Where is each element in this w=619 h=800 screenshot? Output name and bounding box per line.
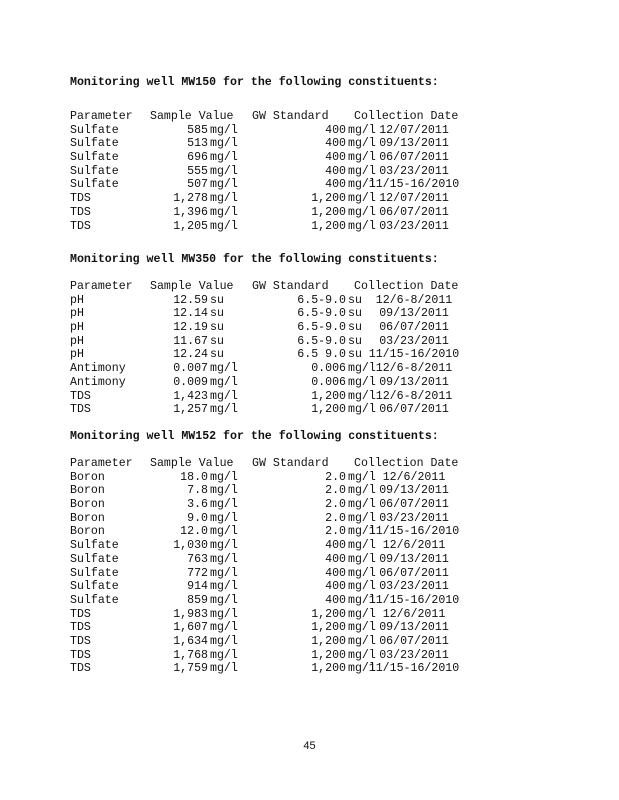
- gw-standard-unit-cell: mg/l: [348, 470, 376, 484]
- sample-value-cell: 1,607: [173, 621, 208, 635]
- table-row: [70, 124, 590, 138]
- sample-unit-cell: mg/l: [210, 192, 238, 206]
- sample-value-cell: 859: [187, 593, 208, 607]
- gw-standard-unit-cell: mg/l: [348, 621, 376, 635]
- sample-value-cell: 9.0: [187, 511, 208, 525]
- rows-mw152: [70, 471, 590, 676]
- sample-value-cell: 1,396: [173, 205, 208, 219]
- sample-value-cell: 914: [187, 580, 208, 594]
- collection-date-cell: 03/23/2011: [379, 648, 449, 662]
- gw-standard-cell: 400: [325, 137, 346, 151]
- sample-unit-cell: su: [210, 348, 224, 362]
- sample-unit-cell: mg/l: [210, 648, 238, 662]
- collection-date-cell: 03/23/2011: [379, 164, 449, 178]
- sample-value-cell: 1,759: [173, 662, 208, 676]
- parameter-cell: Sulfate: [70, 593, 119, 607]
- sample-value-cell: 1,423: [173, 389, 208, 403]
- column-header-row: [70, 110, 590, 124]
- gw-standard-unit-cell: mg/l: [348, 648, 376, 662]
- gw-standard-cell: 2.0: [325, 498, 346, 512]
- table-row: [70, 294, 590, 308]
- collection-date-cell: 09/13/2011: [379, 484, 449, 498]
- gw-standard-cell: 2.0: [325, 470, 346, 484]
- gw-standard-unit-cell: mg/l: [348, 539, 376, 553]
- table-row: [70, 137, 590, 151]
- sample-unit-cell: mg/l: [210, 593, 238, 607]
- collection-date-cell: 06/07/2011: [379, 205, 449, 219]
- gw-standard-unit-cell: su: [348, 307, 362, 321]
- section-mw150: [70, 76, 590, 233]
- gw-standard-unit-cell: mg/l: [348, 498, 376, 512]
- col-gw-header: GW Standard: [252, 457, 329, 470]
- gw-standard-cell: 0.006: [311, 375, 346, 389]
- gw-standard-cell: 6.5-9.0: [297, 334, 346, 348]
- sample-unit-cell: mg/l: [210, 566, 238, 580]
- collection-date-cell: 09/13/2011: [379, 137, 449, 151]
- collection-date-cell: 11/15-16/2010: [368, 662, 460, 676]
- parameter-cell: Boron: [70, 484, 105, 498]
- gw-standard-cell: 1,200: [311, 192, 346, 206]
- collection-date-cell: 06/07/2011: [379, 151, 449, 165]
- parameter-cell: Sulfate: [70, 580, 119, 594]
- parameter-cell: TDS: [70, 634, 91, 648]
- collection-date-cell: 06/07/2011: [379, 566, 449, 580]
- collection-date-cell: 12/07/2011: [379, 123, 449, 137]
- gw-standard-unit-cell: mg/l: [348, 511, 376, 525]
- gw-standard-cell: 400: [325, 178, 346, 192]
- parameter-cell: TDS: [70, 389, 91, 403]
- sample-unit-cell: mg/l: [210, 470, 238, 484]
- sample-unit-cell: su: [210, 293, 224, 307]
- gw-standard-cell: 6.5-9.0: [297, 293, 346, 307]
- gw-standard-cell: 6.5 9.0: [297, 348, 346, 362]
- gw-standard-cell: 6.5-9.0: [297, 321, 346, 335]
- sample-unit-cell: mg/l: [210, 151, 238, 165]
- gw-standard-cell: 1,200: [311, 648, 346, 662]
- parameter-cell: TDS: [70, 205, 91, 219]
- gw-standard-unit-cell: mg/l: [348, 593, 376, 607]
- sample-value-cell: 12.0: [180, 525, 208, 539]
- col-date-header: Collection Date: [354, 110, 459, 123]
- gw-standard-cell: 400: [325, 151, 346, 165]
- gw-standard-cell: 400: [325, 593, 346, 607]
- sample-unit-cell: mg/l: [210, 403, 238, 417]
- gw-standard-cell: 1,200: [311, 607, 346, 621]
- sample-value-cell: 507: [187, 178, 208, 192]
- gw-standard-unit-cell: mg/l: [348, 484, 376, 498]
- gw-standard-unit-cell: mg/l: [348, 123, 376, 137]
- parameter-cell: Sulfate: [70, 151, 119, 165]
- gw-standard-cell: 1,200: [311, 662, 346, 676]
- parameter-cell: Boron: [70, 525, 105, 539]
- gw-standard-unit-cell: su: [348, 293, 362, 307]
- table-row: [70, 484, 590, 498]
- table-row: [70, 621, 590, 635]
- page-number: 45: [303, 740, 316, 752]
- parameter-cell: Sulfate: [70, 539, 119, 553]
- gw-standard-unit-cell: mg/l: [348, 403, 376, 417]
- column-header-row: [70, 280, 590, 294]
- table-row: [70, 635, 590, 649]
- table-row: [70, 525, 590, 539]
- table-row: [70, 390, 590, 404]
- gw-standard-cell: 400: [325, 566, 346, 580]
- gw-standard-cell: 400: [325, 123, 346, 137]
- parameter-cell: TDS: [70, 648, 91, 662]
- parameter-cell: pH: [70, 293, 84, 307]
- collection-date-cell: 11/15-16/2010: [368, 348, 460, 362]
- collection-date-cell: 06/07/2011: [379, 403, 449, 417]
- table-row: [70, 335, 590, 349]
- sample-value-cell: 1,278: [173, 192, 208, 206]
- col-parameter-header: Parameter: [70, 457, 133, 470]
- sample-unit-cell: mg/l: [210, 205, 238, 219]
- collection-date-cell: 03/23/2011: [379, 219, 449, 233]
- gw-standard-unit-cell: mg/l: [348, 525, 376, 539]
- sample-unit-cell: mg/l: [210, 525, 238, 539]
- collection-date-cell: 06/07/2011: [379, 634, 449, 648]
- table-row: [70, 553, 590, 567]
- sample-unit-cell: mg/l: [210, 219, 238, 233]
- table-row: [70, 567, 590, 581]
- gw-standard-unit-cell: su: [348, 321, 362, 335]
- parameter-cell: Sulfate: [70, 178, 119, 192]
- sample-value-cell: 1,634: [173, 634, 208, 648]
- gw-standard-cell: 2.0: [325, 511, 346, 525]
- section-heading: Monitoring well MW350 for the following constituents:: [70, 253, 439, 266]
- sample-value-cell: 0.009: [173, 375, 208, 389]
- sample-value-cell: 696: [187, 151, 208, 165]
- table-row: [70, 321, 590, 335]
- parameter-cell: TDS: [70, 403, 91, 417]
- sample-unit-cell: mg/l: [210, 607, 238, 621]
- parameter-cell: TDS: [70, 219, 91, 233]
- table-row: [70, 580, 590, 594]
- sample-unit-cell: mg/l: [210, 634, 238, 648]
- table-row: [70, 594, 590, 608]
- parameter-cell: Boron: [70, 470, 105, 484]
- collection-date-cell: 12/6/2011: [382, 607, 446, 621]
- table-row: [70, 165, 590, 179]
- sample-unit-cell: mg/l: [210, 484, 238, 498]
- parameter-cell: TDS: [70, 192, 91, 206]
- collection-date-cell: 03/23/2011: [379, 334, 449, 348]
- gw-standard-unit-cell: mg/l: [348, 662, 376, 676]
- gw-standard-cell: 0.006: [311, 362, 346, 376]
- sample-value-cell: 11.67: [173, 334, 208, 348]
- col-date-header: Collection Date: [354, 280, 459, 293]
- parameter-cell: Boron: [70, 511, 105, 525]
- sample-value-cell: 1,205: [173, 219, 208, 233]
- sample-unit-cell: mg/l: [210, 389, 238, 403]
- sample-value-cell: 12.59: [173, 293, 208, 307]
- sample-unit-cell: mg/l: [210, 164, 238, 178]
- gw-standard-unit-cell: su: [348, 334, 362, 348]
- col-sample-header: Sample Value: [150, 457, 234, 470]
- sample-unit-cell: su: [210, 307, 224, 321]
- column-header-row: [70, 457, 590, 471]
- gw-standard-unit-cell: mg/l: [348, 205, 376, 219]
- collection-date-cell: 09/13/2011: [379, 552, 449, 566]
- table-row: [70, 376, 590, 390]
- gw-standard-cell: 400: [325, 580, 346, 594]
- gw-standard-cell: 400: [325, 552, 346, 566]
- section-mw152: [70, 430, 590, 676]
- sample-value-cell: 12.19: [173, 321, 208, 335]
- table-row: [70, 220, 590, 234]
- table-row: [70, 498, 590, 512]
- col-sample-header: Sample Value: [150, 110, 234, 123]
- collection-date-cell: 03/23/2011: [379, 511, 449, 525]
- gw-standard-cell: 1,200: [311, 219, 346, 233]
- collection-date-cell: 12/6-8/2011: [375, 389, 453, 403]
- gw-standard-unit-cell: mg/l: [348, 375, 376, 389]
- rows-mw150: [70, 124, 590, 234]
- table-row: [70, 608, 590, 622]
- collection-date-cell: 09/13/2011: [379, 375, 449, 389]
- gw-standard-unit-cell: mg/l: [348, 389, 376, 403]
- sample-value-cell: 12.14: [173, 307, 208, 321]
- gw-standard-cell: 1,200: [311, 621, 346, 635]
- table-row: [70, 307, 590, 321]
- sample-value-cell: 555: [187, 164, 208, 178]
- parameter-cell: Antimony: [70, 362, 126, 376]
- col-gw-header: GW Standard: [252, 280, 329, 293]
- sample-value-cell: 1,768: [173, 648, 208, 662]
- section-heading: Monitoring well MW152 for the following constituents:: [70, 430, 439, 443]
- col-sample-header: Sample Value: [150, 280, 234, 293]
- collection-date-cell: 12/6-8/2011: [375, 362, 453, 376]
- section-mw350: [70, 253, 590, 417]
- gw-standard-unit-cell: mg/l: [348, 634, 376, 648]
- gw-standard-unit-cell: mg/l: [348, 552, 376, 566]
- collection-date-cell: 12/07/2011: [379, 192, 449, 206]
- collection-date-cell: 06/07/2011: [379, 321, 449, 335]
- sample-value-cell: 1,983: [173, 607, 208, 621]
- sample-value-cell: 1,030: [173, 539, 208, 553]
- parameter-cell: pH: [70, 307, 84, 321]
- sample-value-cell: 772: [187, 566, 208, 580]
- col-parameter-header: Parameter: [70, 280, 133, 293]
- collection-date-cell: 03/23/2011: [379, 580, 449, 594]
- gw-standard-cell: 1,200: [311, 389, 346, 403]
- sample-unit-cell: mg/l: [210, 621, 238, 635]
- collection-date-cell: 11/15-16/2010: [368, 593, 460, 607]
- gw-standard-cell: 400: [325, 164, 346, 178]
- gw-standard-unit-cell: mg/l: [348, 192, 376, 206]
- gw-standard-cell: 1,200: [311, 634, 346, 648]
- table-row: [70, 178, 590, 192]
- gw-standard-unit-cell: mg/l: [348, 151, 376, 165]
- sample-unit-cell: mg/l: [210, 580, 238, 594]
- parameter-cell: Sulfate: [70, 164, 119, 178]
- parameter-cell: pH: [70, 321, 84, 335]
- sample-value-cell: 763: [187, 552, 208, 566]
- parameter-cell: pH: [70, 334, 84, 348]
- parameter-cell: pH: [70, 348, 84, 362]
- col-date-header: Collection Date: [354, 457, 459, 470]
- gw-standard-cell: 2.0: [325, 525, 346, 539]
- gw-standard-unit-cell: su: [348, 348, 362, 362]
- gw-standard-unit-cell: mg/l: [348, 137, 376, 151]
- gw-standard-cell: 6.5-9.0: [297, 307, 346, 321]
- gw-standard-cell: 1,200: [311, 205, 346, 219]
- gw-standard-unit-cell: mg/l: [348, 607, 376, 621]
- parameter-cell: TDS: [70, 621, 91, 635]
- sample-unit-cell: mg/l: [210, 375, 238, 389]
- table-row: [70, 662, 590, 676]
- table-row: [70, 206, 590, 220]
- sample-value-cell: 1,257: [173, 403, 208, 417]
- collection-date-cell: 06/07/2011: [379, 498, 449, 512]
- table-row: [70, 649, 590, 663]
- gw-standard-cell: 400: [325, 539, 346, 553]
- sample-value-cell: 3.6: [187, 498, 208, 512]
- gw-standard-unit-cell: mg/l: [348, 362, 376, 376]
- sample-unit-cell: mg/l: [210, 539, 238, 553]
- collection-date-cell: 11/15-16/2010: [368, 525, 460, 539]
- parameter-cell: TDS: [70, 662, 91, 676]
- table-row: [70, 362, 590, 376]
- collection-date-cell: 09/13/2011: [379, 307, 449, 321]
- table-row: [70, 512, 590, 526]
- table-row: [70, 539, 590, 553]
- gw-standard-cell: 1,200: [311, 403, 346, 417]
- parameter-cell: TDS: [70, 607, 91, 621]
- gw-standard-unit-cell: mg/l: [348, 580, 376, 594]
- parameter-cell: Sulfate: [70, 566, 119, 580]
- gw-standard-unit-cell: mg/l: [348, 219, 376, 233]
- gw-standard-unit-cell: mg/l: [348, 566, 376, 580]
- sample-unit-cell: mg/l: [210, 511, 238, 525]
- sample-unit-cell: su: [210, 334, 224, 348]
- sample-value-cell: 585: [187, 123, 208, 137]
- table-row: [70, 348, 590, 362]
- parameter-cell: Antimony: [70, 375, 126, 389]
- sample-unit-cell: mg/l: [210, 498, 238, 512]
- collection-date-cell: 12/6-8/2011: [375, 293, 453, 307]
- sample-value-cell: 0.007: [173, 362, 208, 376]
- sample-unit-cell: mg/l: [210, 123, 238, 137]
- gw-standard-cell: 2.0: [325, 484, 346, 498]
- parameter-cell: Sulfate: [70, 137, 119, 151]
- parameter-cell: Sulfate: [70, 552, 119, 566]
- col-parameter-header: Parameter: [70, 110, 133, 123]
- rows-mw350: [70, 294, 590, 417]
- sample-value-cell: 7.8: [187, 484, 208, 498]
- parameter-cell: Boron: [70, 498, 105, 512]
- collection-date-cell: 09/13/2011: [379, 621, 449, 635]
- collection-date-cell: 11/15-16/2010: [368, 178, 460, 192]
- sample-value-cell: 513: [187, 137, 208, 151]
- table-row: [70, 403, 590, 417]
- parameter-cell: Sulfate: [70, 123, 119, 137]
- sample-unit-cell: su: [210, 321, 224, 335]
- sample-unit-cell: mg/l: [210, 552, 238, 566]
- sample-unit-cell: mg/l: [210, 362, 238, 376]
- sample-unit-cell: mg/l: [210, 662, 238, 676]
- col-gw-header: GW Standard: [252, 110, 329, 123]
- table-row: [70, 151, 590, 165]
- section-heading: Monitoring well MW150 for the following constituents:: [70, 76, 439, 89]
- sample-value-cell: 18.0: [180, 470, 208, 484]
- sample-unit-cell: mg/l: [210, 137, 238, 151]
- collection-date-cell: 12/6/2011: [382, 539, 446, 553]
- table-row: [70, 471, 590, 485]
- gw-standard-unit-cell: mg/l: [348, 164, 376, 178]
- collection-date-cell: 12/6/2011: [382, 470, 446, 484]
- table-row: [70, 192, 590, 206]
- sample-unit-cell: mg/l: [210, 178, 238, 192]
- gw-standard-unit-cell: mg/l: [348, 178, 376, 192]
- sample-value-cell: 12.24: [173, 348, 208, 362]
